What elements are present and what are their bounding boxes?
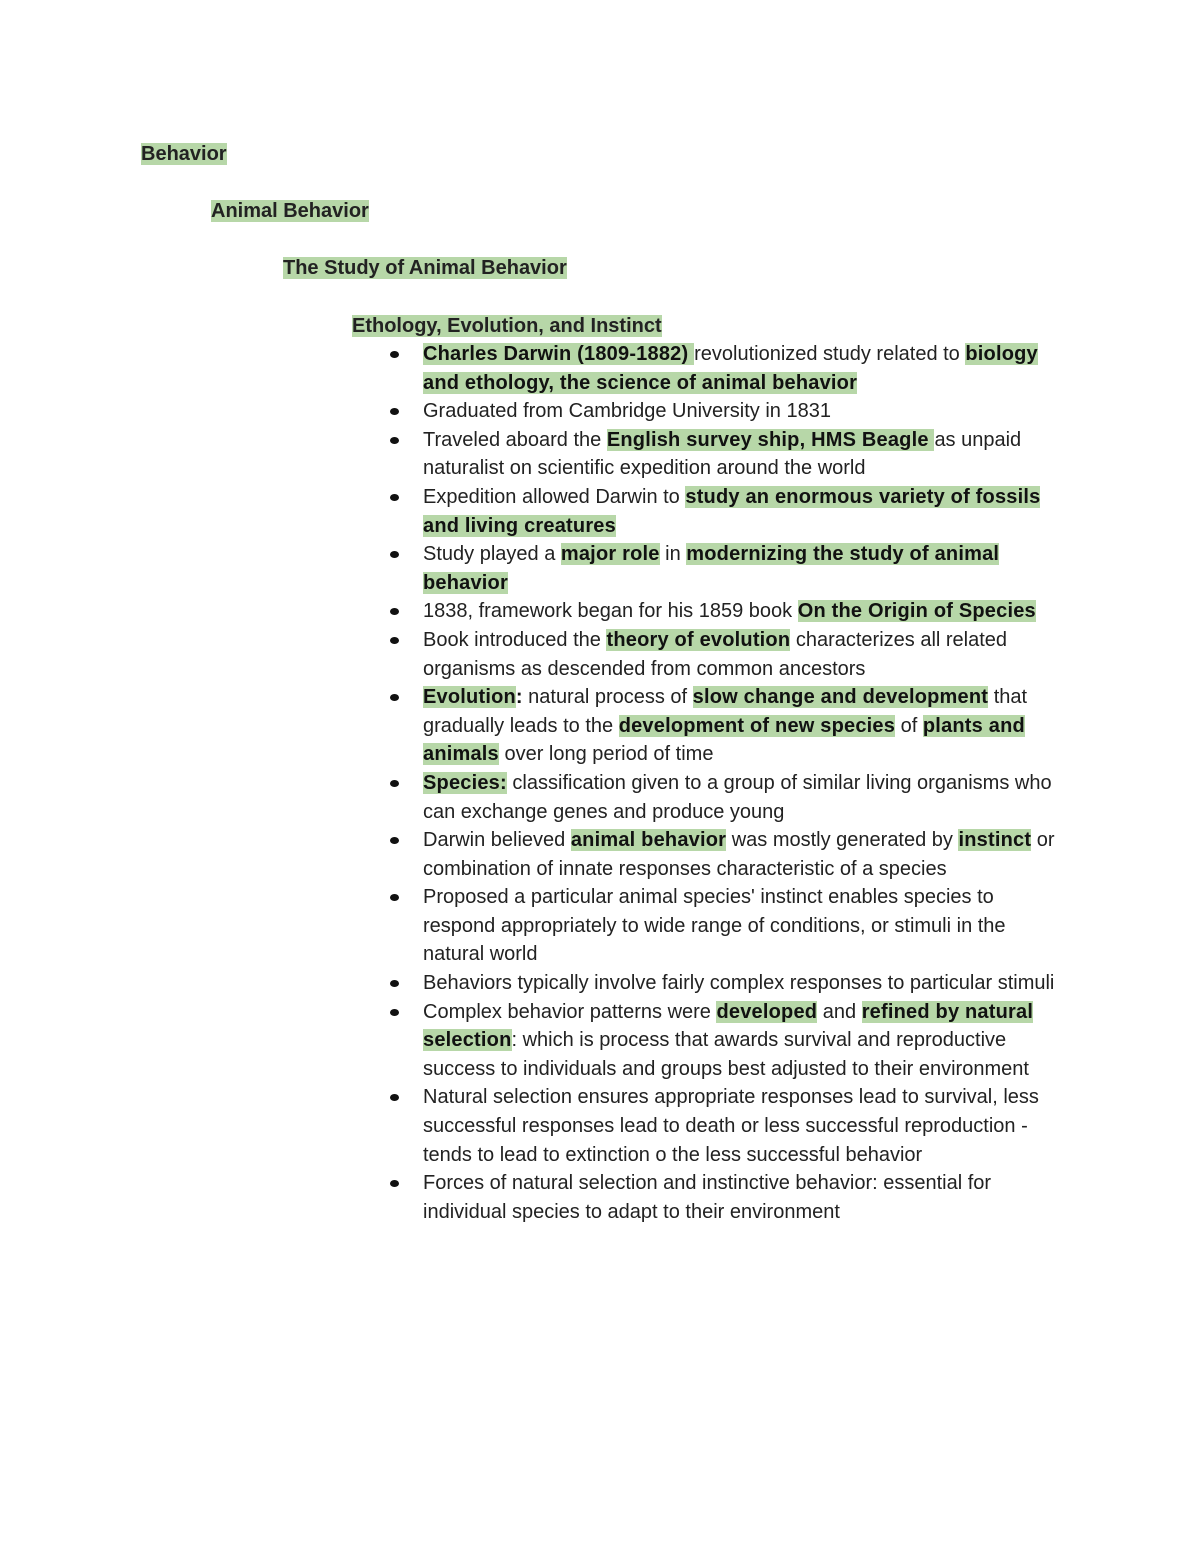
list-item-text: that gradually leads to the xyxy=(423,686,1028,737)
list-item-text: Proposed a particular animal species' instinct enables species to respond appropriately to wide range of conditions, or stimuli in the natural world xyxy=(423,886,1006,966)
highlighted-term: theory of evolution xyxy=(606,628,791,651)
highlighted-term: modernizing the study of animal behavior xyxy=(423,543,1000,594)
heading-study-of-animal-behavior xyxy=(283,255,567,281)
heading-animal-behavior-text: Animal Behavior xyxy=(211,200,369,222)
highlighted-term: major role xyxy=(560,543,660,566)
heading-behavior-text: Behavior xyxy=(141,143,227,165)
highlighted-term: development of new species xyxy=(618,714,896,737)
bullet-list xyxy=(0,340,1200,1226)
highlighted-term: instinct xyxy=(958,829,1032,852)
bullet-dot-icon xyxy=(390,837,399,844)
bullet-dot-icon xyxy=(390,980,399,987)
list-item-text: in xyxy=(659,543,687,566)
list-item xyxy=(0,826,1063,883)
highlighted-term: biology and ethology, the science of animal behavior xyxy=(423,343,1038,394)
highlighted-term: plants and animals xyxy=(423,714,1025,766)
bullet-dot-icon xyxy=(390,351,399,358)
highlighted-term: English survey ship, HMS Beagle xyxy=(606,428,935,451)
bullet-dot-icon xyxy=(390,551,399,558)
list-item xyxy=(0,626,1063,683)
heading-study-text: The Study of Animal Behavior xyxy=(283,257,567,279)
list-item-text: natural process of xyxy=(522,686,693,709)
heading-animal-behavior xyxy=(211,198,369,224)
list-item xyxy=(0,397,1063,426)
highlighted-term: Charles Darwin (1809-1882) xyxy=(423,343,695,365)
bullet-dot-icon xyxy=(390,1180,399,1187)
bullet-dot-icon xyxy=(390,608,399,615)
list-item-text: characterizes all related organisms as descended from common ancestors xyxy=(423,628,1008,680)
highlighted-term: On the Origin of Species xyxy=(797,600,1036,623)
list-item-text: Traveled aboard the xyxy=(423,428,607,451)
list-item-text: Darwin believed xyxy=(423,829,571,852)
bullet-dot-icon xyxy=(390,494,399,501)
bullet-dot-icon xyxy=(390,408,399,415)
list-item xyxy=(0,769,1063,826)
list-item-text: Study played a xyxy=(423,543,561,566)
bullet-dot-icon xyxy=(390,894,399,901)
highlighted-term: Species: xyxy=(423,771,507,794)
highlighted-term: developed xyxy=(716,1000,818,1023)
bullet-dot-icon xyxy=(390,694,399,701)
highlighted-term: study an enormous variety of fossils and living creatures xyxy=(423,485,1041,537)
bullet-dot-icon xyxy=(390,780,399,787)
list-item xyxy=(0,969,1063,998)
list-item-text: Graduated from Cambridge University in 1831 xyxy=(423,400,831,423)
list-item xyxy=(0,426,1063,483)
list-item xyxy=(0,483,1063,540)
highlighted-term: refined by natural selection xyxy=(423,1000,1034,1052)
list-item xyxy=(0,1083,1063,1169)
list-item-text: Behaviors typically involve fairly complex responses to particular stimuli xyxy=(423,972,1055,995)
list-item-text: was mostly generated by xyxy=(726,829,959,852)
list-item-text: and xyxy=(817,1000,862,1023)
heading-ethology-evolution-instinct xyxy=(352,313,662,339)
list-item-text: Expedition allowed Darwin to xyxy=(423,485,686,508)
list-item-text: 1838, framework began for his 1859 book xyxy=(423,600,798,623)
list-item xyxy=(0,340,1063,397)
heading-behavior xyxy=(141,141,227,167)
list-item xyxy=(0,883,1063,969)
heading-ethology-text: Ethology, Evolution, and Instinct xyxy=(352,315,662,337)
list-item-text: classification given to a group of similar living organisms who can exchange genes and produce young xyxy=(423,771,1052,823)
list-item xyxy=(0,540,1063,597)
list-item-text: over long period of time xyxy=(498,743,714,766)
list-item-text: or combination of innate responses characteristic of a species xyxy=(423,829,1055,880)
highlighted-term: Evolution xyxy=(423,686,516,709)
bullet-dot-icon xyxy=(390,1094,399,1101)
bullet-dot-icon xyxy=(390,437,399,444)
list-item xyxy=(0,1169,1063,1226)
list-item-text: Forces of natural selection and instinctive behavior: essential for individual species to adapt to their environment xyxy=(423,1172,992,1223)
list-item xyxy=(0,597,1063,626)
list-item xyxy=(0,998,1063,1084)
bullet-dot-icon xyxy=(390,637,399,644)
highlighted-term: animal behavior xyxy=(570,829,727,852)
list-item xyxy=(0,683,1063,769)
bullet-dot-icon xyxy=(390,1009,399,1016)
list-item-text: Book introduced the xyxy=(423,628,607,651)
list-item-text: : which is process that awards survival and reproductive success to individuals and groups best adjusted to their environment xyxy=(423,1029,1029,1080)
list-item-text: as unpaid naturalist on scientific expedition around the world xyxy=(423,428,1022,480)
list-item-text: Complex behavior patterns were xyxy=(423,1000,717,1023)
list-item-text: Natural selection ensures appropriate responses lead to survival, less successful responses lead to death or less successful reproduction - tends to lead to extinction o the less successful behavior xyxy=(423,1086,1039,1166)
list-item-text: revolutionized study related to xyxy=(694,343,966,365)
list-item-text: of xyxy=(895,714,923,737)
list-item-text: : xyxy=(515,686,523,709)
highlighted-term: slow change and development xyxy=(692,686,989,709)
